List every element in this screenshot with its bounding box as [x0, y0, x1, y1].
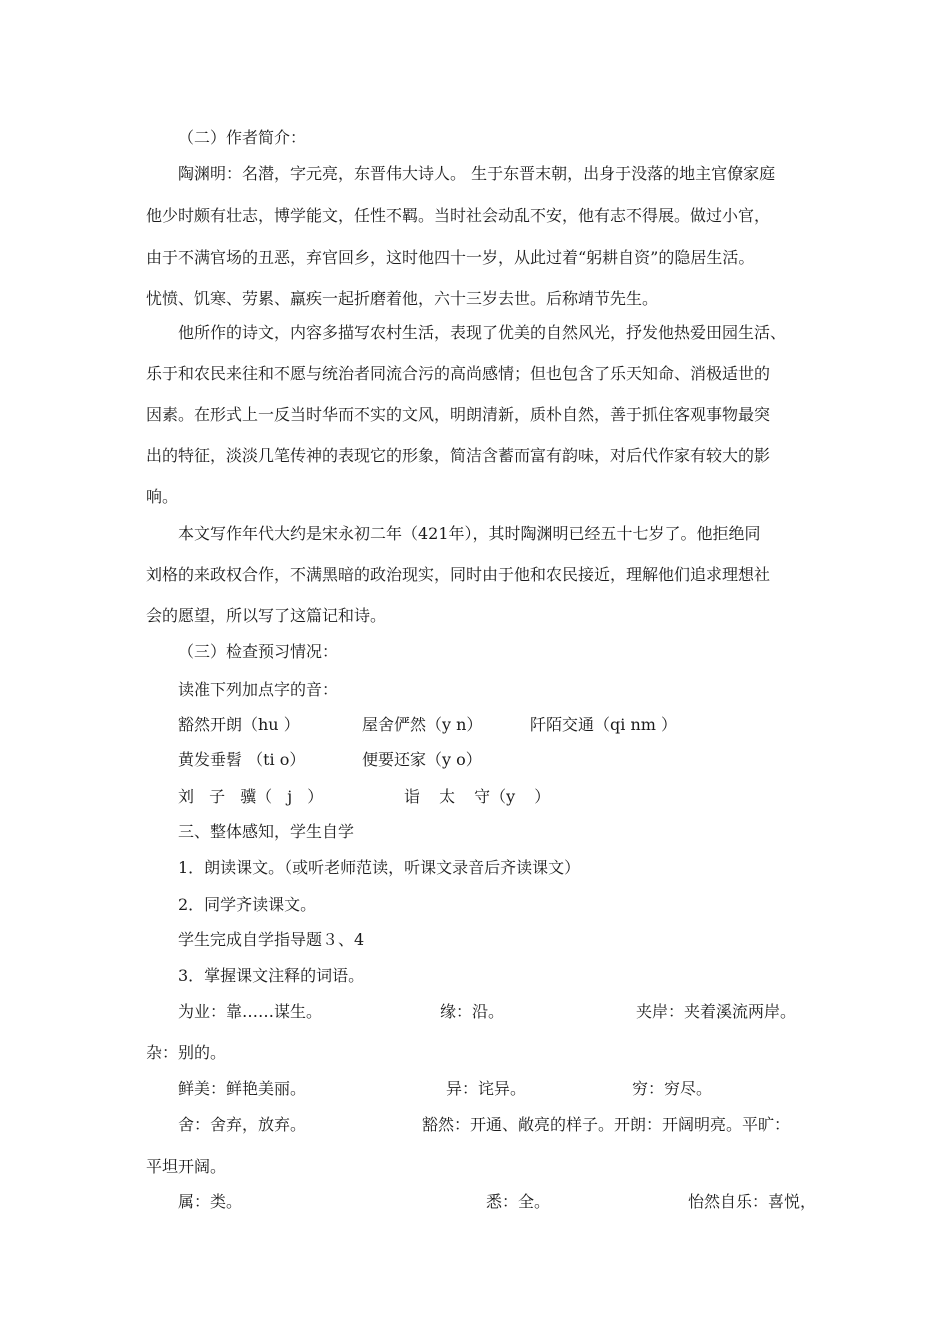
author-para2-line1: 他所作的诗文，内容多描写农村生活，表现了优美的自然风光，抒发他热爱田园生活、: [178, 323, 787, 342]
vocab-item: 舍：舍弃，放弃。: [178, 1115, 307, 1134]
author-para1-line3: 由于不满官场的丑恶，弃官回乡，这时他四十一岁，从此过着“躬耕自资”的隐居生活。: [146, 248, 755, 267]
vocab-item: 怡然自乐：喜悦，: [688, 1192, 817, 1211]
pronunciation-item: 豁然开朗（hu ）: [178, 715, 300, 734]
author-para1-line2: 他少时颇有壮志，博学能文，任性不羁。当时社会动乱不安，他有志不得展。做过小官，: [146, 206, 771, 225]
vocab-item: 为业：靠……谋生。: [178, 1002, 323, 1021]
author-para2-line5: 响。: [146, 487, 179, 506]
vocab-item: 豁然：开通、敞亮的样子。开朗：开阔明亮。平旷：: [422, 1115, 791, 1134]
part3-heading: 三、整体感知，学生自学: [178, 822, 355, 841]
vocab-item: 缘：沿。: [440, 1002, 505, 1021]
step-3: 3．掌握课文注释的词语。: [178, 966, 365, 985]
pronunciation-item: 阡陌交通（qi nm ）: [530, 715, 678, 734]
vocab-item: 鲜美：鲜艳美丽。: [178, 1079, 307, 1098]
pronunciation-item: 黄发垂髫 （ti o）: [178, 750, 306, 769]
author-para1-line1: 陶渊明：名潜，字元亮，东晋伟大诗人。 生于东晋末朝，出身于没落的地主官僚家庭: [178, 164, 776, 183]
author-para2-line4: 出的特征，淡淡几笔传神的表现它的形象，简洁含蓄而富有韵味，对后代作家有较大的影: [146, 446, 771, 465]
author-para3-line2: 刘格的来政权合作，不满黑暗的政治现实，同时由于他和农民接近，理解他们追求理想社: [146, 565, 771, 584]
step-2: 2．同学齐读课文。: [178, 895, 317, 914]
pronunciation-item: 屋舍俨然（y n）: [362, 715, 483, 734]
section-heading-preview: （三）检查预习情况：: [178, 642, 339, 661]
vocab-item: 夹岸：夹着溪流两岸。: [636, 1002, 797, 1021]
vocab-item-continued: 平坦开阔。: [146, 1157, 227, 1176]
author-para3-line3: 会的愿望，所以写了这篇记和诗。: [146, 606, 387, 625]
pronunciation-item: 便要还家（y o）: [362, 750, 482, 769]
step-1: 1．朗读课文。（或听老师范读，听课文录音后齐读课文）: [178, 858, 581, 877]
pronunciation-intro: 读准下列加点字的音：: [178, 680, 339, 699]
vocab-item: 悉：全。: [486, 1192, 551, 1211]
vocab-item: 穷：穷尽。: [632, 1079, 713, 1098]
author-para3-line1: 本文写作年代大约是宋永初二年（421年），其时陶渊明已经五十七岁了。他拒绝同: [178, 524, 761, 543]
pronunciation-item: 诣 太 守（y ）: [404, 787, 551, 806]
author-para1-line4: 忧愤、饥寒、劳累、羸疾一起折磨着他，六十三岁去世。后称靖节先生。: [146, 289, 659, 308]
vocab-item-continued: 杂：别的。: [146, 1043, 227, 1062]
author-para2-line3: 因素。在形式上一反当时华而不实的文风，明朗清新，质朴自然，善于抓住客观事物最突: [146, 405, 771, 424]
step-task: 学生完成自学指导题３、4: [178, 930, 365, 949]
vocab-item: 异：诧异。: [446, 1079, 527, 1098]
author-para2-line2: 乐于和农民来往和不愿与统治者同流合污的高尚感情；但也包含了乐天知命、消极适世的: [146, 364, 771, 383]
pronunciation-item: 刘 子 骥（ j ）: [178, 787, 324, 806]
section-heading-author: （二）作者简介：: [178, 128, 307, 147]
vocab-item: 属：类。: [178, 1192, 243, 1211]
